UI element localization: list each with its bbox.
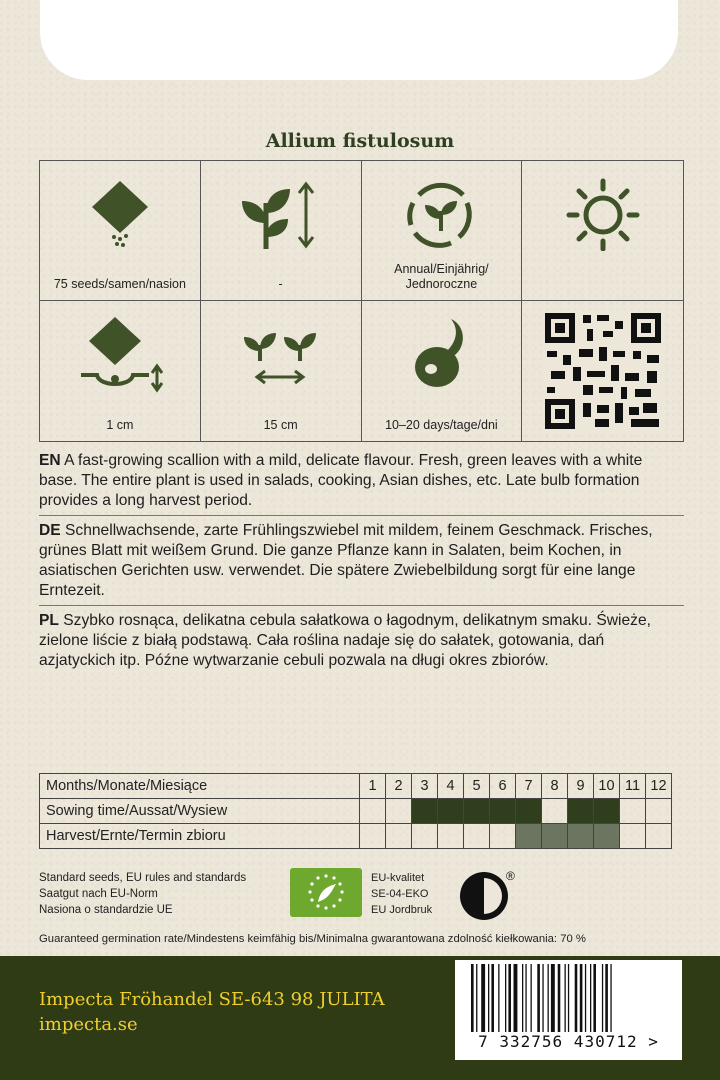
description-pl-text: Szybko rosnąca, delikatna cebula sałatkowa o łagodnym, delikatnym smaku. Świeże, zielone liście z białą podstawą. Cała roślina nadaje się do sałatek, gotowania, dań azjatyckich itp. Późne wytwarzanie cebuli pozwala na długi okres zbiorów. xyxy=(39,612,651,669)
packet-window xyxy=(40,0,678,80)
eu-quality: EU-kvalitet xyxy=(371,872,425,884)
month-11: 11 xyxy=(620,774,646,799)
barcode-bar xyxy=(542,964,543,1032)
barcode-bar xyxy=(605,964,608,1032)
description-en xyxy=(39,451,684,516)
month-1: 1 xyxy=(360,774,386,799)
month-4: 4 xyxy=(438,774,464,799)
barcode-bar xyxy=(565,964,566,1032)
barcode-bar xyxy=(590,964,591,1032)
harvest-month-12 xyxy=(646,824,672,849)
lang-code-de: DE xyxy=(39,522,61,539)
month-8: 8 xyxy=(542,774,568,799)
seed-standards xyxy=(39,870,246,918)
sowing-month-1 xyxy=(360,799,386,824)
barcode-number: 7 332756 430712 > xyxy=(478,1032,659,1051)
harvest-month-5 xyxy=(464,824,490,849)
spacing-cell xyxy=(201,301,362,441)
standard-en: Standard seeds, EU rules and standards xyxy=(39,872,247,884)
calendar-header-row xyxy=(40,774,672,799)
qr-code-icon[interactable] xyxy=(543,311,663,431)
barcode-bar xyxy=(537,964,540,1032)
barcode-bars xyxy=(469,964,669,1032)
sowing-month-8 xyxy=(542,799,568,824)
seeds-cell xyxy=(40,161,201,301)
barcode-bar xyxy=(525,964,526,1032)
barcode-bar xyxy=(505,964,506,1032)
harvest-month-3 xyxy=(412,824,438,849)
barcode-bar xyxy=(522,964,523,1032)
annual-caption: Annual/Einjährig/ Jednoroczne xyxy=(394,262,489,291)
eu-organic-leaf-icon xyxy=(290,868,362,917)
month-2: 2 xyxy=(386,774,412,799)
barcode-bar xyxy=(602,964,603,1032)
month-10: 10 xyxy=(594,774,620,799)
plant-height-icon xyxy=(236,175,326,251)
barcode xyxy=(455,960,682,1060)
sowing-month-6 xyxy=(490,799,516,824)
description-de xyxy=(39,521,684,606)
sowing-label: Sowing time/Aussat/Wysiew xyxy=(40,799,360,824)
month-7: 7 xyxy=(516,774,542,799)
barcode-bar xyxy=(548,964,549,1032)
sowing-month-2 xyxy=(386,799,412,824)
month-12: 12 xyxy=(646,774,672,799)
barcode-bar xyxy=(580,964,583,1032)
lang-code-pl: PL xyxy=(39,612,59,629)
barcode-bar xyxy=(471,964,474,1032)
sowing-depth-icon xyxy=(75,315,165,395)
barcode-bar xyxy=(551,964,555,1032)
website-link[interactable]: impecta.se xyxy=(39,1014,138,1035)
barcode-bar xyxy=(585,964,586,1032)
barcode-bar xyxy=(575,964,578,1032)
barcode-bar xyxy=(593,964,596,1032)
barcode-bar xyxy=(514,964,518,1032)
eu-organic-text xyxy=(371,870,432,918)
sowing-month-7 xyxy=(516,799,542,824)
standard-de: Saatgut nach EU-Norm xyxy=(39,888,158,900)
barcode-bar xyxy=(508,964,511,1032)
barcode-bar xyxy=(568,964,569,1032)
icon-grid xyxy=(39,160,684,442)
seeds-caption: 75 seeds/samen/nasion xyxy=(53,277,186,291)
harvest-row xyxy=(40,824,672,849)
sowing-month-11 xyxy=(620,799,646,824)
depth-caption: 1 cm xyxy=(106,418,134,432)
barcode-bar xyxy=(531,964,532,1032)
month-9: 9 xyxy=(568,774,594,799)
descriptions xyxy=(39,451,684,680)
plant-spacing-icon xyxy=(236,315,326,391)
sowing-month-12 xyxy=(646,799,672,824)
harvest-month-8 xyxy=(542,824,568,849)
harvest-month-1 xyxy=(360,824,386,849)
lang-code-en: EN xyxy=(39,452,61,469)
harvest-month-10 xyxy=(594,824,620,849)
registered-mark: ® xyxy=(506,869,515,883)
eu-agriculture: EU Jordbruk xyxy=(371,904,433,916)
description-en-text: A fast-growing scallion with a mild, delicate flavour. Fresh, green leaves with a white base. The entire plant is used in salads, cooking, Asian dishes, etc. Late bulb formation provides a long harvest period. xyxy=(39,452,643,509)
barcode-bar xyxy=(476,964,477,1032)
sowing-month-4 xyxy=(438,799,464,824)
harvest-month-4 xyxy=(438,824,464,849)
harvest-month-7 xyxy=(516,824,542,849)
depth-cell xyxy=(40,301,201,441)
barcode-bar xyxy=(498,964,499,1032)
barcode-bar xyxy=(481,964,485,1032)
standard-pl: Nasiona o standardzie UE xyxy=(39,904,173,916)
harvest-label: Harvest/Ernte/Termin zbioru xyxy=(40,824,360,849)
germination-seed-icon xyxy=(401,315,481,391)
sun-cell xyxy=(522,161,683,301)
spacing-caption: 15 cm xyxy=(263,418,298,432)
barcode-bar xyxy=(488,964,489,1032)
harvest-month-6 xyxy=(490,824,516,849)
height-cell xyxy=(201,161,362,301)
sowing-row xyxy=(40,799,672,824)
month-3: 3 xyxy=(412,774,438,799)
germination-caption: 10–20 days/tage/dni xyxy=(385,418,498,432)
barcode-bar xyxy=(491,964,494,1032)
sowing-month-10 xyxy=(594,799,620,824)
annual-cell xyxy=(362,161,523,301)
month-6: 6 xyxy=(490,774,516,799)
green-point-icon xyxy=(458,866,522,922)
description-pl xyxy=(39,611,684,675)
latin-name: Allium fistulosum xyxy=(265,130,455,152)
qr-cell xyxy=(522,301,683,441)
sowing-month-5 xyxy=(464,799,490,824)
harvest-month-2 xyxy=(386,824,412,849)
sun-icon xyxy=(561,175,645,251)
months-label: Months/Monate/Miesiące xyxy=(40,774,360,799)
barcode-bar xyxy=(610,964,611,1032)
company-line: Impecta Fröhandel SE-643 98 JULITA xyxy=(39,989,385,1010)
sowing-month-3 xyxy=(412,799,438,824)
seed-packet-icon xyxy=(80,175,160,251)
germination-cell xyxy=(362,301,523,441)
sowing-month-9 xyxy=(568,799,594,824)
sowing-calendar xyxy=(39,773,672,849)
month-5: 5 xyxy=(464,774,490,799)
description-de-text: Schnellwachsende, zarte Frühlingszwiebel mit mildem, feinem Geschmack. Frisches, grünes Blatt mit weißem Grund. Die ganze Pflanze kann in Salaten, beim Kochen, in asiatischen Gerichten usw. verwendet. Die spätere Zwiebelbildung sorgt für eine lange Erntezeit. xyxy=(39,522,653,599)
barcode-bar xyxy=(558,964,561,1032)
harvest-month-9 xyxy=(568,824,594,849)
annual-cycle-icon xyxy=(401,175,481,251)
germination-rate: Guaranteed germination rate/Mindestens keimfähig bis/Minimalna gwarantowana zdolność kiełkowania: 70 % xyxy=(39,933,586,945)
company-address xyxy=(39,987,385,1037)
height-caption: - xyxy=(278,277,283,291)
harvest-month-11 xyxy=(620,824,646,849)
eu-code: SE-04-EKO xyxy=(371,888,429,900)
